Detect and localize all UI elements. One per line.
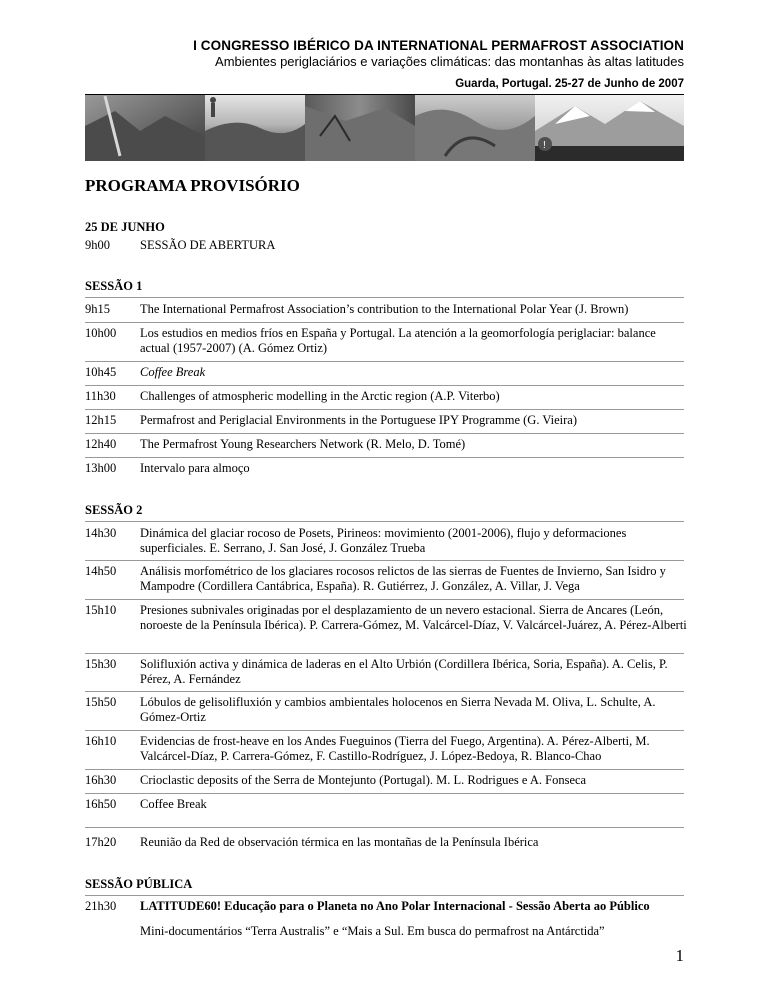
conference-title: I CONGRESSO IBÉRICO DA INTERNATIONAL PERMAFROST ASSOCIATION [193, 38, 684, 53]
divider [85, 827, 684, 828]
divider [85, 560, 684, 561]
item-time: 16h50 [85, 797, 117, 811]
item-time: 10h45 [85, 365, 117, 379]
svg-text:!: ! [543, 140, 546, 151]
item-time: 9h15 [85, 302, 110, 316]
opening-text: SESSÃO DE ABERTURA [140, 238, 276, 252]
item-time: 16h10 [85, 734, 117, 748]
item-time: 16h30 [85, 773, 117, 787]
item-time: 13h00 [85, 461, 117, 475]
item-text: The International Permafrost Association’s contribution to the International Polar Year (J. Brown) [140, 302, 629, 316]
item-text: Permafrost and Periglacial Environments in the Portuguese IPY Programme (G. Vieira) [140, 413, 577, 427]
item-time: 14h50 [85, 564, 117, 578]
item-time: 12h15 [85, 413, 117, 427]
item-text: Challenges of atmospheric modelling in the Arctic region (A.P. Viterbo) [140, 389, 500, 403]
item-text: Intervalo para almoço [140, 461, 250, 475]
divider [85, 691, 684, 692]
divider [85, 653, 684, 654]
item-time: 14h30 [85, 526, 117, 540]
public-session-label: SESSÃO PÚBLICA [85, 877, 193, 891]
divider [85, 769, 684, 770]
item-time: 11h30 [85, 389, 116, 403]
program-title: PROGRAMA PROVISÓRIO [85, 176, 300, 195]
divider [85, 730, 684, 731]
conference-location: Guarda, Portugal. 25-27 de Junho de 2007 [455, 78, 684, 90]
public-session-time: 21h30 [85, 899, 117, 913]
item-text: Coffee Break [140, 365, 206, 379]
item-text: Dinámica del glaciar rocoso de Posets, Pirineos: movimiento (2001-2006), flujo y deformaciones superficiales. E. Serrano, J. San José, J. González Trueba [140, 526, 627, 555]
item-time: 12h40 [85, 437, 117, 451]
header-rule [85, 94, 684, 95]
conference-subtitle: Ambientes periglaciários e variações climáticas: das montanhas às altas latitudes [215, 54, 684, 69]
item-text: Evidencias de frost-heave en los Andes Fueguinos (Tierra del Fuego, Argentina). A. Pérez-Alberti, M. Valcárcel-Díaz, P. Carrera-Gómez, F. Castillo-Rodríguez, J. López-Bedoya, R. Blanco-Chao [140, 734, 650, 763]
divider [85, 457, 684, 458]
item-time: 15h30 [85, 657, 117, 671]
item-text: Análisis morfométrico de los glaciares rocosos relictos de las sierras de Fuentes de Invierno, San Isidro y Mampodre (Cordillera Cantábrica, España). R. Gutiérrez, J. González, A. Villar, J. Vega [140, 564, 666, 593]
divider [85, 521, 684, 522]
divider [85, 895, 684, 896]
divider [85, 385, 684, 386]
session-2-label: SESSÃO 2 [85, 503, 143, 517]
item-text: Presiones subnivales originadas por el desplazamiento de un nevero estacional. Sierra de Ancares (León, noroeste de la Península Ibérica). P. Carrera-Gómez, M. Valcárcel-Díaz, V. Valcárcel-Juárez, A. Pérez-Alberti [140, 603, 687, 632]
item-text: Solifluxión activa y dinámica de laderas en el Alto Urbión (Cordillera Ibérica, Soria, España). A. Celis, P. Pérez, A. Fernández [140, 657, 668, 686]
public-session-title: LATITUDE60! Educação para o Planeta no Ano Polar Internacional - Sessão Aberta ao Público [140, 899, 650, 913]
opening-time: 9h00 [85, 238, 110, 252]
item-time: 15h10 [85, 603, 117, 617]
item-text: Reunião da Red de observación térmica en las montañas de la Península Ibérica [140, 835, 539, 849]
page-number: 1 [675, 946, 684, 965]
public-session-note: Mini-documentários “Terra Australis” e “Mais a Sul. Em busca do permafrost na Antárctida” [140, 924, 605, 938]
divider [85, 793, 684, 794]
item-text: Los estudios en medios fríos en España y Portugal. La atención a la geomorfología periglaciar: balance actual (1957-2007) (A. Gómez Ortiz) [140, 326, 656, 355]
session-1-label: SESSÃO 1 [85, 279, 143, 293]
divider [85, 361, 684, 362]
day-label: 25 DE JUNHO [85, 220, 165, 234]
divider [85, 433, 684, 434]
divider [85, 297, 684, 298]
divider [85, 409, 684, 410]
divider [85, 322, 684, 323]
banner-photo-collage [85, 86, 684, 161]
item-text: Lóbulos de gelisolifluxión y cambios ambientales holocenos en Sierra Nevada M. Oliva, L. Schulte, A. Gómez-Ortiz [140, 695, 656, 724]
item-text: The Permafrost Young Researchers Network (R. Melo, D. Tomé) [140, 437, 466, 451]
item-time: 17h20 [85, 835, 117, 849]
item-text: Coffee Break [140, 797, 207, 811]
item-text: Crioclastic deposits of the Serra de Montejunto (Portugal). M. L. Rodrigues e A. Fonseca [140, 773, 587, 787]
divider [85, 599, 684, 600]
item-time: 15h50 [85, 695, 117, 709]
item-time: 10h00 [85, 326, 117, 340]
